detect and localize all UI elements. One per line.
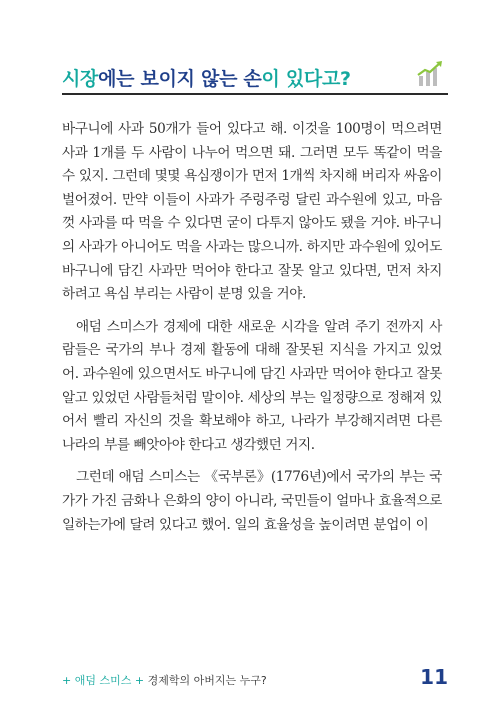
heading-underline xyxy=(62,93,448,95)
section-title xyxy=(62,64,351,91)
title-accent: 시장 xyxy=(62,68,99,90)
paragraph-2: 애덤 스미스가 경제에 대한 새로운 시각을 알려 주기 전까지 사람들은 국가의 부나 경제 활동에 대해 잘못된 지식을 가지고 있었어. 과수원에 있으면서도 바구니에 담긴 사과만 먹어야 한다고 잘못 알고 있었던 사람들처럼 말이야. 세상의 부는 일정량으로 정해져 있어서 빨리 자신의 것을 확보해야 하고, 나라가 부강해지려면 다른 나라의 부를 빼앗아야 한다고 생각했던 거지. xyxy=(62,318,442,453)
running-footer xyxy=(62,672,267,688)
paragraph-1: 바구니에 사과 50개가 들어 있다고 해. 이것을 100명이 먹으려면 사과 1개를 두 사람이 나누어 먹으면 돼. 그러면 모두 똑같이 먹을 수 있지. 그런데 몇몇 욕심쟁이가 먼저 1개씩 차지해 버리자 싸움이 벌어졌어. 만약 이들이 사과가 주렁주렁 달린 과수원에 있고, 마음껏 사과를 따 먹을 수 있다면 굳이 다투지 않아도 됐을 거야. 바구니의 사과가 아니어도 먹을 사과는 많으니까. 하지만 과수원에 있어도 바구니에 담긴 사과만 먹어야 한다고 잘못 알고 있다면, 먼저 차지하려고 욕심 부리는 사람이 분명 있을 거야. xyxy=(62,121,442,303)
title-middle: 에는 보이지 않는 손 xyxy=(98,68,262,90)
footer-chapter: + 애덤 스미스 + xyxy=(62,674,145,687)
body-text xyxy=(62,118,442,546)
section-heading xyxy=(62,60,448,96)
title-ending: 이 있다고? xyxy=(261,68,351,90)
paragraph-3: 그런데 애덤 스미스는 《국부론》(1776년)에서 국가의 부는 국가가 가진 금화나 은화의 양이 아니라, 국민들이 얼마나 효율적으로 일하는가에 달려 있다고 했어. 일의 효율성을 높이려면 분업이 이 xyxy=(62,469,442,533)
page-footer xyxy=(62,667,448,691)
page-number: 11 xyxy=(420,665,448,689)
footer-book-title: 경제학의 아버지는 누구? xyxy=(147,674,267,687)
rising-chart-icon xyxy=(416,60,444,88)
